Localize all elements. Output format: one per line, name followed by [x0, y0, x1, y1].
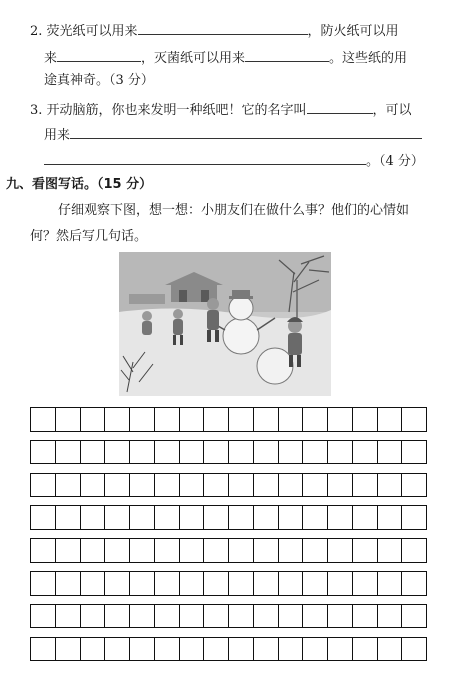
grid-cell[interactable] — [55, 505, 81, 530]
grid-cell[interactable] — [203, 538, 229, 563]
answer-blank[interactable] — [245, 47, 329, 62]
grid-cell[interactable] — [129, 473, 155, 498]
q3-line-1 — [30, 99, 412, 120]
grid-cell[interactable] — [179, 440, 205, 465]
grid-cell[interactable] — [154, 538, 180, 563]
grid-row — [30, 604, 426, 629]
grid-cell[interactable] — [55, 637, 81, 662]
grid-cell[interactable] — [80, 538, 106, 563]
grid-cell[interactable] — [129, 505, 155, 530]
grid-cell[interactable] — [129, 571, 155, 596]
grid-cell[interactable] — [104, 604, 130, 629]
grid-cell[interactable] — [80, 440, 106, 465]
grid-cell[interactable] — [179, 538, 205, 563]
q2-line-3: 途真神奇。（3 分） — [44, 73, 154, 88]
grid-cell[interactable] — [80, 571, 106, 596]
grid-cell[interactable] — [80, 637, 106, 662]
grid-cell[interactable] — [278, 407, 304, 432]
grid-cell[interactable] — [401, 407, 427, 432]
grid-cell[interactable] — [377, 604, 403, 629]
grid-cell[interactable] — [30, 604, 56, 629]
grid-cell[interactable] — [55, 571, 81, 596]
grid-cell[interactable] — [253, 637, 279, 662]
grid-cell[interactable] — [55, 473, 81, 498]
grid-cell[interactable] — [253, 571, 279, 596]
grid-cell[interactable] — [352, 571, 378, 596]
grid-cell[interactable] — [228, 538, 254, 563]
grid-cell[interactable] — [104, 538, 130, 563]
grid-cell[interactable] — [327, 505, 353, 530]
grid-cell[interactable] — [179, 637, 205, 662]
grid-cell[interactable] — [129, 538, 155, 563]
q2-line-2 — [44, 47, 407, 68]
grid-cell[interactable] — [302, 505, 328, 530]
grid-row — [30, 505, 426, 530]
grid-cell[interactable] — [55, 440, 81, 465]
grid-cell[interactable] — [80, 505, 106, 530]
instruction-line-1: 仔细观察下图，想一想：小朋友们在做什么事？他们的心情如 — [58, 203, 410, 218]
writing-grid — [30, 407, 426, 661]
grid-cell[interactable] — [401, 637, 427, 662]
grid-cell[interactable] — [154, 473, 180, 498]
section-title: 九、看图写话。（15 分） — [6, 177, 153, 192]
q3-text: ，可以 — [372, 103, 412, 118]
grid-cell[interactable] — [104, 440, 130, 465]
grid-cell[interactable] — [154, 505, 180, 530]
grid-cell[interactable] — [352, 538, 378, 563]
grid-cell[interactable] — [129, 637, 155, 662]
grid-cell[interactable] — [203, 440, 229, 465]
grid-row — [30, 637, 426, 662]
grid-cell[interactable] — [302, 604, 328, 629]
q2-line-1 — [30, 20, 399, 41]
grid-cell[interactable] — [253, 505, 279, 530]
grid-cell[interactable] — [179, 473, 205, 498]
answer-blank[interactable] — [307, 99, 373, 114]
grid-cell[interactable] — [352, 505, 378, 530]
grid-cell[interactable] — [30, 407, 56, 432]
grid-cell[interactable] — [179, 571, 205, 596]
answer-blank[interactable] — [138, 20, 308, 35]
grid-cell[interactable] — [55, 604, 81, 629]
grid-cell[interactable] — [154, 571, 180, 596]
grid-cell[interactable] — [401, 505, 427, 530]
grid-cell[interactable] — [302, 538, 328, 563]
grid-cell[interactable] — [278, 505, 304, 530]
grid-cell[interactable] — [352, 604, 378, 629]
grid-cell[interactable] — [55, 407, 81, 432]
grid-cell[interactable] — [55, 538, 81, 563]
grid-cell[interactable] — [104, 637, 130, 662]
grid-cell[interactable] — [302, 473, 328, 498]
snowball-icon — [257, 348, 293, 384]
q2-text: ，防火纸可以用 — [307, 24, 399, 39]
q3-line-2 — [44, 124, 422, 145]
grid-cell[interactable] — [30, 571, 56, 596]
grid-cell[interactable] — [401, 604, 427, 629]
grid-cell[interactable] — [154, 440, 180, 465]
grid-cell[interactable] — [30, 440, 56, 465]
grid-cell[interactable] — [228, 407, 254, 432]
grid-cell[interactable] — [228, 637, 254, 662]
grid-cell[interactable] — [203, 571, 229, 596]
grid-cell[interactable] — [154, 407, 180, 432]
grid-cell[interactable] — [278, 473, 304, 498]
grid-row — [30, 407, 426, 432]
grid-cell[interactable] — [203, 604, 229, 629]
answer-blank[interactable] — [44, 150, 366, 165]
grid-cell[interactable] — [377, 473, 403, 498]
grid-cell[interactable] — [30, 505, 56, 530]
grid-cell[interactable] — [278, 571, 304, 596]
grid-cell[interactable] — [104, 473, 130, 498]
grid-cell[interactable] — [352, 473, 378, 498]
q2-text: 2. 荧光纸可以用来 — [30, 24, 138, 39]
grid-cell[interactable] — [253, 407, 279, 432]
answer-blank[interactable] — [70, 124, 422, 139]
q2-text: ，灭菌纸可以用来 — [141, 51, 246, 66]
grid-cell[interactable] — [179, 604, 205, 629]
grid-cell[interactable] — [179, 505, 205, 530]
grid-cell[interactable] — [377, 505, 403, 530]
grid-cell[interactable] — [253, 440, 279, 465]
grid-cell[interactable] — [352, 407, 378, 432]
grid-cell[interactable] — [377, 538, 403, 563]
grid-cell[interactable] — [203, 407, 229, 432]
grid-cell[interactable] — [327, 407, 353, 432]
grid-cell[interactable] — [30, 637, 56, 662]
grid-cell[interactable] — [327, 604, 353, 629]
child-icon — [142, 311, 152, 335]
illustration-drawing — [119, 252, 331, 396]
grid-cell[interactable] — [129, 440, 155, 465]
grid-cell[interactable] — [228, 571, 254, 596]
grid-cell[interactable] — [327, 637, 353, 662]
grid-cell[interactable] — [30, 473, 56, 498]
grid-cell[interactable] — [203, 505, 229, 530]
grid-cell[interactable] — [352, 637, 378, 662]
grid-cell[interactable] — [179, 407, 205, 432]
grid-cell[interactable] — [278, 440, 304, 465]
q3-text: 3. 开动脑筋，你也来发明一种纸吧！它的名字叫 — [30, 103, 307, 118]
grid-cell[interactable] — [129, 604, 155, 629]
grid-cell[interactable] — [401, 473, 427, 498]
grid-cell[interactable] — [253, 473, 279, 498]
grid-cell[interactable] — [129, 407, 155, 432]
grid-row — [30, 473, 426, 498]
grid-cell[interactable] — [278, 604, 304, 629]
q2-text: 来 — [44, 51, 58, 66]
grid-cell[interactable] — [203, 473, 229, 498]
grid-row — [30, 571, 426, 596]
grid-cell[interactable] — [80, 407, 106, 432]
grid-cell[interactable] — [302, 407, 328, 432]
q3-line-3 — [44, 150, 424, 171]
grid-cell[interactable] — [377, 440, 403, 465]
grid-cell[interactable] — [80, 473, 106, 498]
snowman-illustration — [119, 252, 331, 396]
grid-cell[interactable] — [253, 604, 279, 629]
grid-cell[interactable] — [327, 571, 353, 596]
grid-cell[interactable] — [203, 637, 229, 662]
grid-cell[interactable] — [302, 440, 328, 465]
grid-cell[interactable] — [401, 571, 427, 596]
grid-cell[interactable] — [30, 538, 56, 563]
grid-cell[interactable] — [401, 440, 427, 465]
grid-cell[interactable] — [278, 637, 304, 662]
grid-row — [30, 440, 426, 465]
grid-cell[interactable] — [401, 538, 427, 563]
grid-cell[interactable] — [253, 538, 279, 563]
grid-cell[interactable] — [104, 407, 130, 432]
grid-cell[interactable] — [228, 604, 254, 629]
grid-cell[interactable] — [228, 505, 254, 530]
grid-cell[interactable] — [302, 637, 328, 662]
q2-text: 。这些纸的用 — [329, 51, 408, 66]
grid-cell[interactable] — [327, 440, 353, 465]
grid-row — [30, 538, 426, 563]
grid-cell[interactable] — [228, 473, 254, 498]
grid-cell[interactable] — [327, 538, 353, 563]
grid-cell[interactable] — [377, 571, 403, 596]
q3-text: 用来 — [44, 128, 71, 143]
grid-cell[interactable] — [154, 604, 180, 629]
grid-cell[interactable] — [104, 571, 130, 596]
grid-cell[interactable] — [302, 571, 328, 596]
q3-text: 。（4 分） — [366, 154, 424, 169]
grid-cell[interactable] — [327, 473, 353, 498]
grid-cell[interactable] — [377, 407, 403, 432]
grid-cell[interactable] — [80, 604, 106, 629]
grid-cell[interactable] — [278, 538, 304, 563]
grid-cell[interactable] — [228, 440, 254, 465]
grid-cell[interactable] — [377, 637, 403, 662]
grid-cell[interactable] — [104, 505, 130, 530]
instruction-line-2: 何？然后写几句话。 — [30, 229, 148, 244]
grid-cell[interactable] — [352, 440, 378, 465]
grid-cell[interactable] — [154, 637, 180, 662]
answer-blank[interactable] — [57, 47, 141, 62]
